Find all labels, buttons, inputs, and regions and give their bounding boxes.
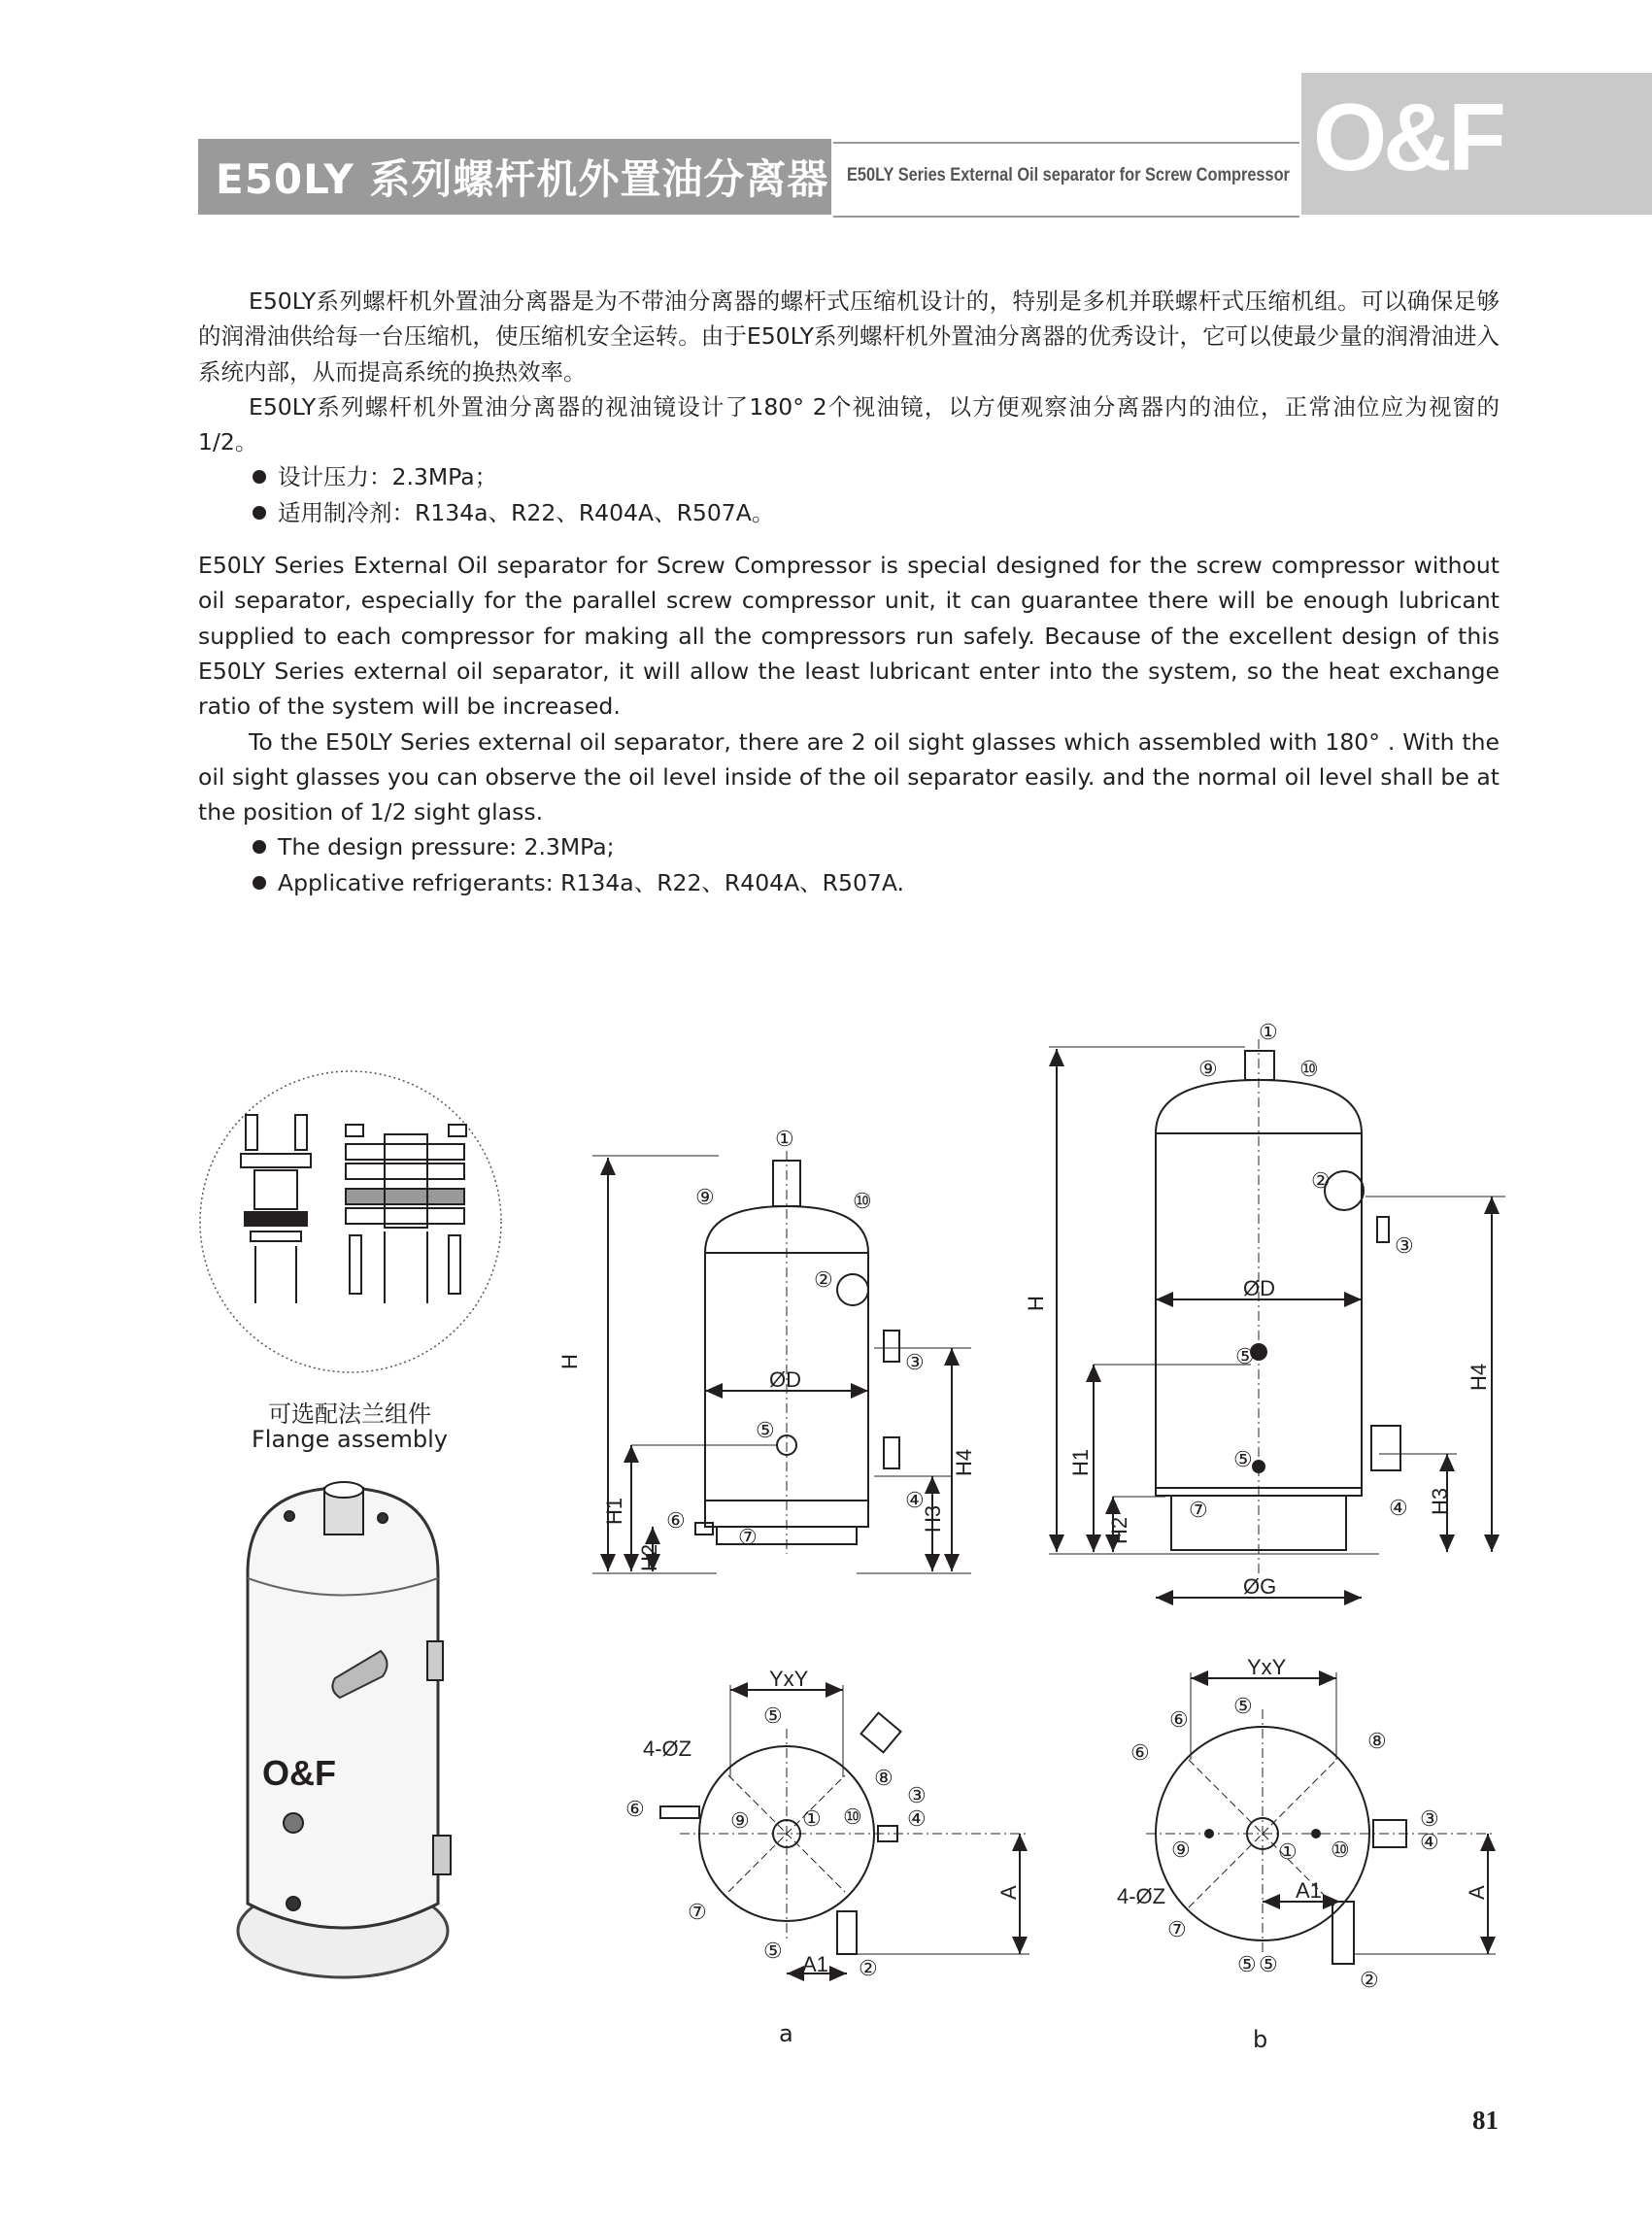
- dim-yxy-a: YxY: [769, 1667, 809, 1691]
- dim-h2-b: H2: [1107, 1516, 1131, 1544]
- page-number: 81: [1472, 2106, 1499, 2135]
- photo-logo: O&F: [262, 1753, 336, 1793]
- callout-2-a: ②: [814, 1267, 833, 1292]
- callout-5-a: ⑤: [756, 1418, 775, 1442]
- dim-h-a: H: [557, 1354, 582, 1369]
- callout-2-plan-b: ②: [1360, 1968, 1379, 1992]
- dim-z-b: 4-ØZ: [1117, 1884, 1166, 1908]
- callout-10-b: ⑩: [1299, 1057, 1319, 1081]
- callout-8-plan-a: ⑧: [874, 1766, 893, 1790]
- page-subtitle: E50LY Series External Oil separator for Screw Compressor: [847, 165, 1290, 186]
- callout-3-a: ③: [905, 1350, 925, 1374]
- dim-a1-a: A1: [802, 1952, 828, 1976]
- callout-5-b: ⑤: [1235, 1344, 1255, 1368]
- callout-2-plan-a: ②: [859, 1956, 878, 1980]
- callout-1-b: ①: [1259, 1020, 1278, 1044]
- dim-h1-b: H1: [1068, 1448, 1093, 1476]
- callout-7-plan-a: ⑦: [688, 1900, 707, 1924]
- callout-5-plan-b: ⑤: [1233, 1694, 1253, 1718]
- callout-4-plan-a: ④: [907, 1806, 927, 1831]
- callout-9-plan-b: ⑨: [1171, 1838, 1191, 1862]
- dim-a-b: A: [1465, 1885, 1489, 1900]
- separator-photo-illustration: [238, 1482, 451, 1977]
- dim-g-b: ØG: [1243, 1574, 1277, 1599]
- callout-7-b: ⑦: [1189, 1498, 1208, 1522]
- callout-5-plan-a: ⑤: [763, 1703, 783, 1728]
- callout-10-plan-b: ⑩: [1331, 1838, 1350, 1862]
- callout-8-plan-b: ⑧: [1367, 1729, 1387, 1753]
- dim-z-a: 4-ØZ: [643, 1737, 692, 1761]
- callout-5c-plan-b: ⑤: [1237, 1952, 1257, 1976]
- en-paragraph-1: E50LY Series External Oil separator for Screw Compressor is special designed for the screw compressor without oil separator, especially for the parallel screw compressor unit, it can guarantee there will be enough lubricant supplied to each compressor for making all the compressors run safely. Because of the excellent design of this E50LY Series external oil separator, it will allow the least lubricant enter into the system, so the heat exchange ratio of the system will be increased.: [198, 552, 1500, 721]
- dim-a-a: A: [996, 1885, 1021, 1900]
- callout-4-a: ④: [905, 1488, 925, 1512]
- cn-bullet-pressure-text: 设计压力：2.3MPa；: [278, 463, 498, 491]
- callout-6-plan-a: ⑥: [625, 1797, 645, 1821]
- brand-logo: O&F: [1313, 84, 1502, 190]
- callout-1-plan-b: ①: [1278, 1839, 1298, 1864]
- callout-3-plan-a: ③: [907, 1783, 927, 1807]
- en-bullet-refrigerants-text: Applicative refrigerants: R134a、R22、R404A、R507A.: [278, 868, 904, 896]
- cn-paragraph-1: E50LY系列螺杆机外置油分离器是为不带油分离器的螺杆式压缩机设计的，特别是多机并联螺杆式压缩机组。可以确保足够的润滑油供给每一台压缩机，使压缩机安全运转。由于E50LY系列螺杆机外置油分离器的优秀设计，它可以使最少量的润滑油进入系统内部，从而提高系统的换热效率。: [198, 287, 1500, 386]
- dim-h1-a: H1: [602, 1497, 626, 1525]
- callout-7-a: ⑦: [738, 1525, 758, 1549]
- callout-7-plan-b: ⑦: [1167, 1917, 1187, 1941]
- plan-view-a: [660, 1685, 1029, 1973]
- callout-3-plan-b: ③: [1420, 1806, 1439, 1831]
- cn-bullet-refrigerants-text: 适用制冷剂：R134a、R22、R404A、R507A。: [278, 498, 775, 526]
- callout-10-plan-a: ⑩: [843, 1804, 862, 1829]
- dim-h4-a: H4: [952, 1448, 976, 1476]
- callout-4-b: ④: [1389, 1496, 1408, 1520]
- flange-caption-en: Flange assembly: [252, 1426, 448, 1453]
- dim-h4-b: H4: [1467, 1363, 1491, 1391]
- callout-6-a: ⑥: [666, 1508, 686, 1533]
- callout-6b-plan-b: ⑥: [1130, 1740, 1150, 1765]
- dim-h3-b: H3: [1428, 1487, 1452, 1515]
- cn-paragraph-2: E50LY系列螺杆机外置油分离器的视油镜设计了180° 2个视油镜，以方便观察油分离器内的油位，正常油位应为视窗的1/2。: [198, 392, 1500, 456]
- callout-9-plan-a: ⑨: [730, 1808, 750, 1833]
- callout-9-b: ⑨: [1198, 1057, 1218, 1081]
- callout-1-a: ①: [775, 1127, 794, 1151]
- flange-assembly-drawing: [200, 1071, 501, 1372]
- page-title: E50LY 系列螺杆机外置油分离器: [216, 155, 829, 203]
- flange-caption-cn: 可选配法兰组件: [268, 1400, 431, 1428]
- callout-1-plan-a: ①: [802, 1806, 822, 1831]
- dim-d-b: ØD: [1243, 1276, 1275, 1300]
- figure-label-a: a: [779, 2020, 793, 2047]
- dim-d-a: ØD: [769, 1367, 801, 1392]
- dim-h2-a: H2: [637, 1543, 661, 1571]
- en-bullet-pressure-text: The design pressure: 2.3MPa;: [278, 833, 615, 861]
- en-paragraph-2: To the E50LY Series external oil separator, there are 2 oil sight glasses which assembled with 180° . With the oil sight glasses you can observe the oil level inside of the oil separator easily. and the normal oil level shall be at the position of 1/2 sight glass.: [198, 727, 1500, 826]
- callout-9-a: ⑨: [695, 1185, 715, 1209]
- callout-5d-plan-b: ⑤: [1259, 1952, 1278, 1976]
- callout-5b-plan-a: ⑤: [763, 1939, 783, 1963]
- figure-label-b: b: [1253, 2026, 1268, 2053]
- plan-view-b: [1146, 1672, 1496, 1964]
- callout-10-a: ⑩: [853, 1189, 872, 1213]
- callout-3-b: ③: [1395, 1233, 1414, 1258]
- dim-a1-b: A1: [1296, 1878, 1322, 1903]
- dim-h-b: H: [1024, 1296, 1048, 1311]
- callout-4-plan-b: ④: [1420, 1830, 1439, 1854]
- dim-yxy-b: YxY: [1247, 1655, 1287, 1679]
- callout-2-b: ②: [1311, 1168, 1331, 1193]
- callout-5b-b: ⑤: [1233, 1447, 1253, 1471]
- callout-6-plan-b: ⑥: [1169, 1707, 1189, 1732]
- dim-h3-a: H3: [921, 1504, 945, 1533]
